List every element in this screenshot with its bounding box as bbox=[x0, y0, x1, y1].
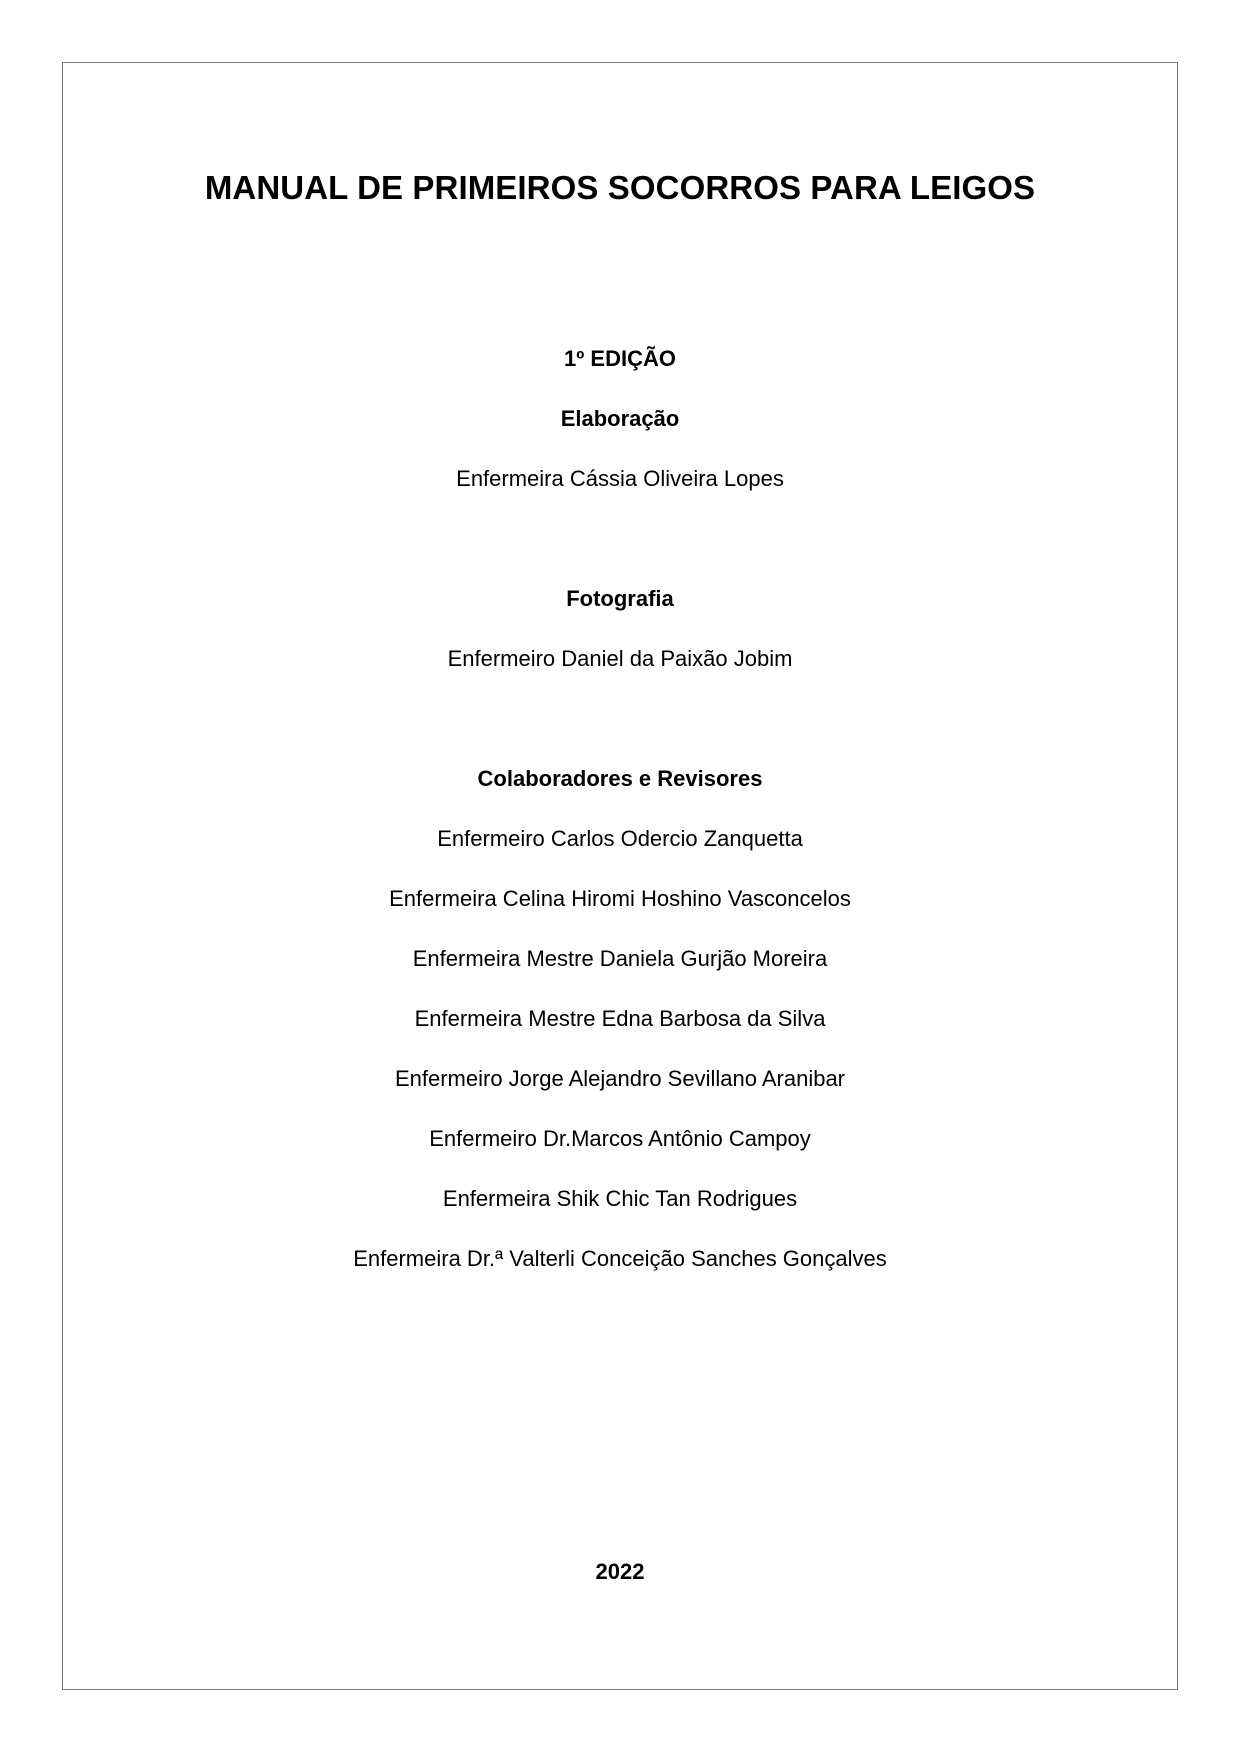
publication-year: 2022 bbox=[595, 1559, 645, 1584]
collaborator-name: Enfermeiro Carlos Odercio Zanquetta bbox=[437, 826, 803, 851]
elaboration-heading: Elaboração bbox=[560, 406, 680, 431]
collaborator-name: Enfermeira Mestre Daniela Gurjão Moreira bbox=[412, 946, 828, 971]
document-title: MANUAL DE PRIMEIROS SOCORROS PARA LEIGOS bbox=[204, 169, 1036, 206]
collaborator-name: Enfermeira Dr.ª Valterli Conceição Sanches Gonçalves bbox=[353, 1246, 887, 1271]
collaborator-name: Enfermeira Shik Chic Tan Rodrigues bbox=[442, 1186, 798, 1211]
edition-label: 1º EDIÇÃO bbox=[564, 346, 676, 371]
collaborator-name: Enfermeira Mestre Edna Barbosa da Silva bbox=[414, 1006, 826, 1031]
collaborator-name: Enfermeira Celina Hiromi Hoshino Vasconcelos bbox=[389, 886, 851, 911]
collaborator-name: Enfermeiro Jorge Alejandro Sevillano Aranibar bbox=[394, 1066, 846, 1091]
collaborators-heading: Colaboradores e Revisores bbox=[477, 766, 763, 791]
photography-heading: Fotografia bbox=[566, 586, 674, 611]
collaborator-name: Enfermeiro Dr.Marcos Antônio Campoy bbox=[429, 1126, 811, 1151]
page-border bbox=[62, 62, 1178, 1690]
photography-name: Enfermeiro Daniel da Paixão Jobim bbox=[447, 646, 793, 671]
elaboration-name: Enfermeira Cássia Oliveira Lopes bbox=[456, 466, 784, 491]
